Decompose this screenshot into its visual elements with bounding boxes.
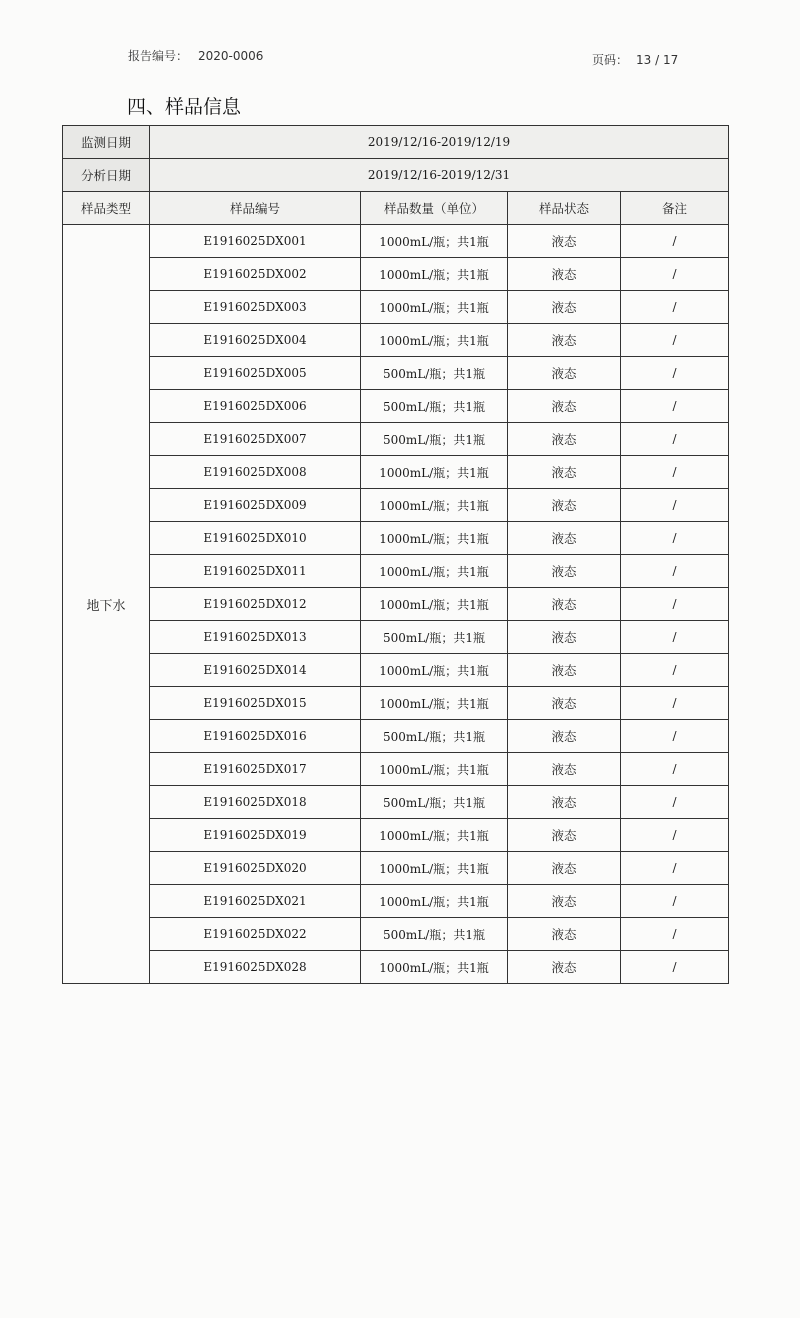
- sample-qty-cell: 1000mL/瓶；共1瓶: [361, 555, 508, 588]
- sample-state-cell: 液态: [508, 456, 621, 489]
- sample-state-cell: 液态: [508, 819, 621, 852]
- table-row: [63, 720, 729, 753]
- sample-qty-cell: 1000mL/瓶；共1瓶: [361, 687, 508, 720]
- sample-state-cell: 液态: [508, 885, 621, 918]
- column-header: 样品编号: [150, 192, 361, 225]
- table-row: [63, 423, 729, 456]
- sample-state-cell: 液态: [508, 786, 621, 819]
- table-row: [63, 489, 729, 522]
- table-row: [63, 258, 729, 291]
- table-row: [63, 819, 729, 852]
- sample-id-cell: E1916025DX018: [150, 786, 361, 819]
- sample-qty-cell: 1000mL/瓶；共1瓶: [361, 654, 508, 687]
- sample-note-cell: /: [621, 720, 729, 753]
- sample-qty-cell: 500mL/瓶；共1瓶: [361, 357, 508, 390]
- sample-id-cell: E1916025DX016: [150, 720, 361, 753]
- column-header: 备注: [621, 192, 729, 225]
- table-row: [63, 324, 729, 357]
- sample-id-cell: E1916025DX013: [150, 621, 361, 654]
- analysis-date-row: [63, 159, 729, 192]
- sample-id-cell: E1916025DX009: [150, 489, 361, 522]
- sample-id-cell: E1916025DX007: [150, 423, 361, 456]
- sample-id-cell: E1916025DX005: [150, 357, 361, 390]
- sample-state-cell: 液态: [508, 687, 621, 720]
- table-row: [63, 456, 729, 489]
- sample-qty-cell: 1000mL/瓶；共1瓶: [361, 258, 508, 291]
- column-header-row: [63, 192, 729, 225]
- sample-note-cell: /: [621, 555, 729, 588]
- monitor-date-label: 监测日期: [63, 126, 150, 159]
- sample-id-cell: E1916025DX003: [150, 291, 361, 324]
- sample-qty-cell: 1000mL/瓶；共1瓶: [361, 753, 508, 786]
- sample-id-cell: E1916025DX010: [150, 522, 361, 555]
- sample-note-cell: /: [621, 456, 729, 489]
- sample-qty-cell: 500mL/瓶；共1瓶: [361, 390, 508, 423]
- sample-qty-cell: 500mL/瓶；共1瓶: [361, 786, 508, 819]
- sample-note-cell: /: [621, 687, 729, 720]
- sample-qty-cell: 500mL/瓶；共1瓶: [361, 720, 508, 753]
- sample-id-cell: E1916025DX004: [150, 324, 361, 357]
- sample-state-cell: 液态: [508, 522, 621, 555]
- report-number: [128, 47, 263, 64]
- sample-qty-cell: 1000mL/瓶；共1瓶: [361, 852, 508, 885]
- sample-id-cell: E1916025DX028: [150, 951, 361, 984]
- sample-state-cell: 液态: [508, 951, 621, 984]
- sample-note-cell: /: [621, 621, 729, 654]
- sample-note-cell: /: [621, 291, 729, 324]
- sample-state-cell: 液态: [508, 258, 621, 291]
- table-row: [63, 390, 729, 423]
- table-row: [63, 753, 729, 786]
- sample-state-cell: 液态: [508, 423, 621, 456]
- sample-note-cell: /: [621, 423, 729, 456]
- table-row: [63, 951, 729, 984]
- column-header: 样品类型: [63, 192, 150, 225]
- sample-note-cell: /: [621, 885, 729, 918]
- table-row: [63, 522, 729, 555]
- column-header: 样品状态: [508, 192, 621, 225]
- table-row: [63, 357, 729, 390]
- sample-id-cell: E1916025DX001: [150, 225, 361, 258]
- sample-type-cell: 地下水: [63, 225, 150, 984]
- sample-note-cell: /: [621, 357, 729, 390]
- sample-id-cell: E1916025DX006: [150, 390, 361, 423]
- sample-qty-cell: 1000mL/瓶；共1瓶: [361, 588, 508, 621]
- sample-id-cell: E1916025DX012: [150, 588, 361, 621]
- sample-qty-cell: 500mL/瓶；共1瓶: [361, 621, 508, 654]
- sample-id-cell: E1916025DX019: [150, 819, 361, 852]
- sample-qty-cell: 1000mL/瓶；共1瓶: [361, 291, 508, 324]
- sample-info-table: [62, 125, 729, 984]
- sample-note-cell: /: [621, 522, 729, 555]
- sample-qty-cell: 500mL/瓶；共1瓶: [361, 423, 508, 456]
- sample-state-cell: 液态: [508, 324, 621, 357]
- table-row: [63, 291, 729, 324]
- sample-id-cell: E1916025DX011: [150, 555, 361, 588]
- sample-note-cell: /: [621, 654, 729, 687]
- table-row: [63, 885, 729, 918]
- sample-id-cell: E1916025DX014: [150, 654, 361, 687]
- sample-id-cell: E1916025DX008: [150, 456, 361, 489]
- sample-qty-cell: 1000mL/瓶；共1瓶: [361, 324, 508, 357]
- monitor-date-row: [63, 126, 729, 159]
- sample-qty-cell: 1000mL/瓶；共1瓶: [361, 819, 508, 852]
- sample-state-cell: 液态: [508, 489, 621, 522]
- sample-state-cell: 液态: [508, 225, 621, 258]
- sample-state-cell: 液态: [508, 291, 621, 324]
- analysis-date-value: 2019/12/16-2019/12/31: [150, 159, 729, 192]
- sample-note-cell: /: [621, 588, 729, 621]
- sample-id-cell: E1916025DX015: [150, 687, 361, 720]
- sample-id-cell: E1916025DX022: [150, 918, 361, 951]
- sample-state-cell: 液态: [508, 621, 621, 654]
- sample-state-cell: 液态: [508, 918, 621, 951]
- sample-note-cell: /: [621, 489, 729, 522]
- sample-id-cell: E1916025DX020: [150, 852, 361, 885]
- sample-qty-cell: 1000mL/瓶；共1瓶: [361, 885, 508, 918]
- sample-state-cell: 液态: [508, 588, 621, 621]
- table-row: [63, 786, 729, 819]
- sample-note-cell: /: [621, 786, 729, 819]
- sample-id-cell: E1916025DX021: [150, 885, 361, 918]
- page-number-label: 页码：: [592, 53, 629, 67]
- table-row: [63, 621, 729, 654]
- section-title: 四、样品信息: [127, 96, 242, 118]
- column-header: 样品数量（单位）: [361, 192, 508, 225]
- sample-id-cell: E1916025DX017: [150, 753, 361, 786]
- sample-qty-cell: 1000mL/瓶；共1瓶: [361, 489, 508, 522]
- table-row: [63, 225, 729, 258]
- report-number-value: 2020-0006: [198, 49, 264, 63]
- sample-note-cell: /: [621, 258, 729, 291]
- monitor-date-value: 2019/12/16-2019/12/19: [150, 126, 729, 159]
- table-row: [63, 654, 729, 687]
- sample-qty-cell: 1000mL/瓶；共1瓶: [361, 225, 508, 258]
- sample-id-cell: E1916025DX002: [150, 258, 361, 291]
- sample-state-cell: 液态: [508, 555, 621, 588]
- page-number-value: 13 / 17: [636, 53, 679, 67]
- report-number-label: 报告编号：: [128, 49, 189, 63]
- sample-qty-cell: 1000mL/瓶；共1瓶: [361, 522, 508, 555]
- table-row: [63, 852, 729, 885]
- sample-state-cell: 液态: [508, 753, 621, 786]
- sample-note-cell: /: [621, 753, 729, 786]
- sample-state-cell: 液态: [508, 357, 621, 390]
- table-row: [63, 555, 729, 588]
- table-row: [63, 687, 729, 720]
- table-row: [63, 588, 729, 621]
- sample-note-cell: /: [621, 918, 729, 951]
- sample-qty-cell: 500mL/瓶；共1瓶: [361, 918, 508, 951]
- analysis-date-label: 分析日期: [63, 159, 150, 192]
- sample-state-cell: 液态: [508, 390, 621, 423]
- page-number: [592, 51, 678, 68]
- sample-note-cell: /: [621, 951, 729, 984]
- sample-state-cell: 液态: [508, 852, 621, 885]
- sample-state-cell: 液态: [508, 654, 621, 687]
- sample-state-cell: 液态: [508, 720, 621, 753]
- sample-note-cell: /: [621, 852, 729, 885]
- sample-note-cell: /: [621, 324, 729, 357]
- sample-note-cell: /: [621, 390, 729, 423]
- sample-note-cell: /: [621, 819, 729, 852]
- sample-qty-cell: 1000mL/瓶；共1瓶: [361, 951, 508, 984]
- sample-note-cell: /: [621, 225, 729, 258]
- sample-qty-cell: 1000mL/瓶；共1瓶: [361, 456, 508, 489]
- table-row: [63, 918, 729, 951]
